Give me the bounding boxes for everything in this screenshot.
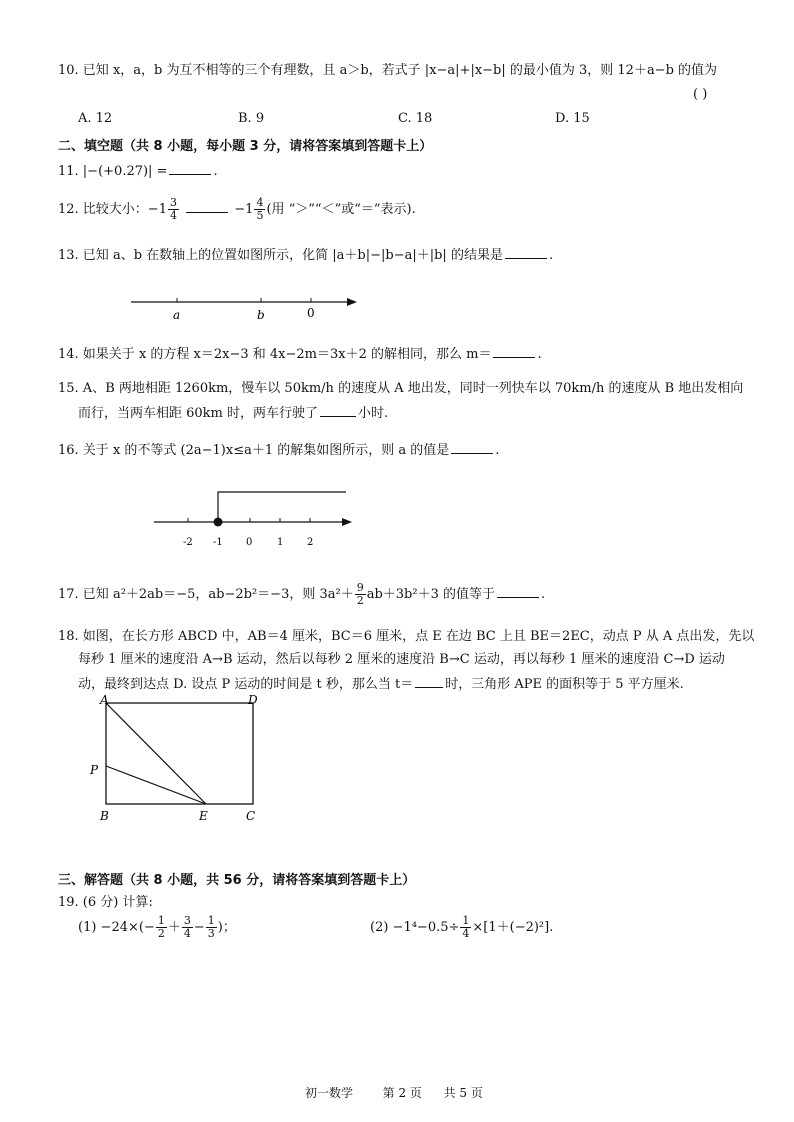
q19-p1-f1-den: 2 (157, 927, 165, 940)
q16-number-line (150, 484, 360, 554)
q19-p1-minus: − (193, 920, 205, 935)
q18-rect-abcd (106, 703, 253, 804)
q16-arrow-icon (342, 518, 352, 526)
q16-solution-ray (218, 492, 346, 522)
q17-f-num: 9 (356, 581, 364, 594)
q12-f1-den: 4 (169, 209, 177, 222)
q13-label-a: a (173, 308, 181, 322)
q16 (58, 440, 499, 460)
q19-p1-f3-num: 1 (207, 914, 215, 927)
footer-total: 共 5 页 (443, 1086, 483, 1100)
q19-p2-fraction (460, 915, 471, 940)
q12-f2-den: 5 (256, 209, 264, 222)
q12-fraction-2 (254, 197, 265, 222)
q18-label-a: A (100, 693, 109, 707)
q13-blank (505, 245, 547, 259)
q12-post: (用 “＞”“＜”或“＝”表示). (266, 202, 416, 217)
q11-end: . (213, 164, 218, 179)
q18-line3-pre: 动，最终到达点 D. 设点 P 运动的时间是 t 秒，那么当 t＝ (78, 677, 414, 692)
q19-p1-fraction-2 (182, 915, 193, 940)
q10-stem: 10. 已知 x，a，b 为互不相等的三个有理数，且 a＞b，若式子 |x−a|+|x−b| 的最小值为 3，则 12＋a−b 的值为 (58, 63, 718, 78)
q10-option-d: D. 15 (555, 111, 590, 126)
section3-heading: 三、解答题（共 8 小题，共 56 分，请将答案填到答题卡上） (58, 873, 416, 888)
q15-line2-pre: 而行，当两车相距 60km 时，两车行驶了 (78, 406, 319, 421)
q16-tick-label-2: 2 (307, 537, 314, 548)
q19-p1-f1-num: 1 (157, 914, 165, 927)
q19-p1-pre: (1) −24×(− (78, 920, 155, 935)
q19-p1-post: )； (217, 920, 236, 935)
q19-part1 (78, 913, 236, 943)
q17-end: . (541, 587, 546, 602)
q16-end: . (495, 443, 500, 458)
q19-p2-f-den: 4 (462, 927, 470, 940)
q12 (58, 196, 416, 224)
q18-label-p: P (90, 763, 99, 777)
q18-blank (415, 674, 443, 688)
q19-p1-f2-num: 3 (183, 914, 191, 927)
q18-label-c: C (246, 809, 256, 823)
q19-p1-fraction-3 (206, 915, 217, 940)
q17 (58, 581, 545, 609)
q18-line3-post: 时，三角形 APE 的面积等于 5 平方厘米. (445, 677, 684, 692)
footer-page: 第 2 页 (382, 1086, 422, 1100)
q16-blank (451, 440, 493, 454)
q13-end: . (548, 248, 554, 263)
q18-line3 (78, 674, 684, 694)
q10-option-c: C. 18 (398, 111, 433, 126)
q12-pre: 12. 比较大小：−1 (58, 202, 167, 217)
q16-text: 16. 关于 x 的不等式 (2a−1)x≤a＋1 的解集如图所示，则 a 的值是 (58, 443, 450, 458)
q15-line2 (78, 403, 388, 423)
q15-blank (320, 403, 356, 417)
q19-p2-pre: (2) −1⁴−0.5÷ (370, 920, 460, 935)
q11-blank (169, 161, 211, 175)
q18-label-d: D (248, 693, 258, 707)
q16-tick-label-0: 0 (246, 537, 253, 548)
q16-tick-label-m1: -1 (213, 537, 223, 548)
q12-blank (186, 199, 228, 213)
q13-label-b: b (257, 308, 265, 322)
q10-answer-paren: ( ) (693, 87, 708, 102)
q12-mid: −1 (234, 202, 254, 217)
q16-solid-dot-icon (214, 518, 223, 527)
q14 (58, 344, 542, 364)
q13-arrow-icon (347, 298, 357, 306)
q18-line1: 18. 如图，在长方形 ABCD 中，AB＝4 厘米，BC＝6 厘米，点 E 在边 BC 上且 BE＝2EC，动点 P 从 A 点出发，先以 (58, 629, 755, 644)
q13 (58, 245, 553, 265)
q17-fraction (355, 582, 366, 607)
q19-p1-plus: ＋ (167, 920, 181, 935)
q18-segment-pe (106, 766, 206, 804)
q18-label-b: B (100, 809, 109, 823)
q13-text: 13. 已知 a、b 在数轴上的位置如图所示，化简 |a＋b|−|b−a|＋|b| 的结果是 (58, 248, 503, 263)
q11 (58, 161, 218, 181)
section2-heading: 二、填空题（共 8 小题，每小题 3 分，请将答案填到答题卡上） (58, 139, 433, 154)
q17-mid: ab＋3b²＋3 的值等于 (366, 587, 495, 602)
q18-line2: 每秒 1 厘米的速度沿 A→B 运动，然后以每秒 2 厘米的速度沿 B→C 运动，再以每秒 1 厘米的速度沿 C→D 运动 (78, 652, 725, 667)
q19-p2-post: ×[1＋(−2)²]. (472, 920, 554, 935)
q10-option-b: B. 9 (238, 111, 265, 126)
q10-option-a: A. 12 (78, 111, 113, 126)
footer (305, 1084, 483, 1102)
q15-line1: 15. A、B 两地相距 1260km，慢车以 50km/h 的速度从 A 地出发，同时一列快车以 70km/h 的速度从 B 地出发相向 (58, 381, 744, 396)
q18-rectangle-figure (86, 692, 276, 828)
q13-number-line (125, 288, 365, 324)
q16-tick-label-m2: -2 (183, 537, 193, 548)
q17-blank (497, 584, 539, 598)
q18-segment-ae (106, 703, 206, 804)
q19-p1-f3-den: 3 (207, 927, 215, 940)
q19-p1-fraction-1 (156, 915, 167, 940)
q14-text: 14. 如果关于 x 的方程 x＝2x−3 和 4x−2m＝3x＋2 的解相同，那么 m＝ (58, 347, 492, 362)
q19-p1-f2-den: 4 (183, 927, 191, 940)
q12-fraction-1 (168, 197, 179, 222)
q19-part2 (370, 913, 553, 943)
q14-blank (493, 344, 535, 358)
q14-end: . (537, 347, 542, 362)
q17-f-den: 2 (356, 594, 364, 607)
q12-f1-num: 3 (169, 196, 177, 209)
q16-tick-label-1: 1 (277, 537, 284, 548)
q15-line2-post: 小时. (358, 406, 389, 421)
q19-head: 19. (6 分) 计算: (58, 895, 153, 910)
q12-f2-num: 4 (256, 196, 264, 209)
q19-p2-f-num: 1 (462, 914, 470, 927)
footer-subject: 初一数学 (305, 1086, 354, 1100)
q18-label-e: E (199, 809, 208, 823)
q17-pre: 17. 已知 a²＋2ab＝−5，ab−2b²＝−3，则 3a²＋ (58, 587, 354, 602)
q11-text: 11. |−(+0.27)| = (58, 164, 168, 179)
q13-label-0: 0 (307, 306, 315, 320)
